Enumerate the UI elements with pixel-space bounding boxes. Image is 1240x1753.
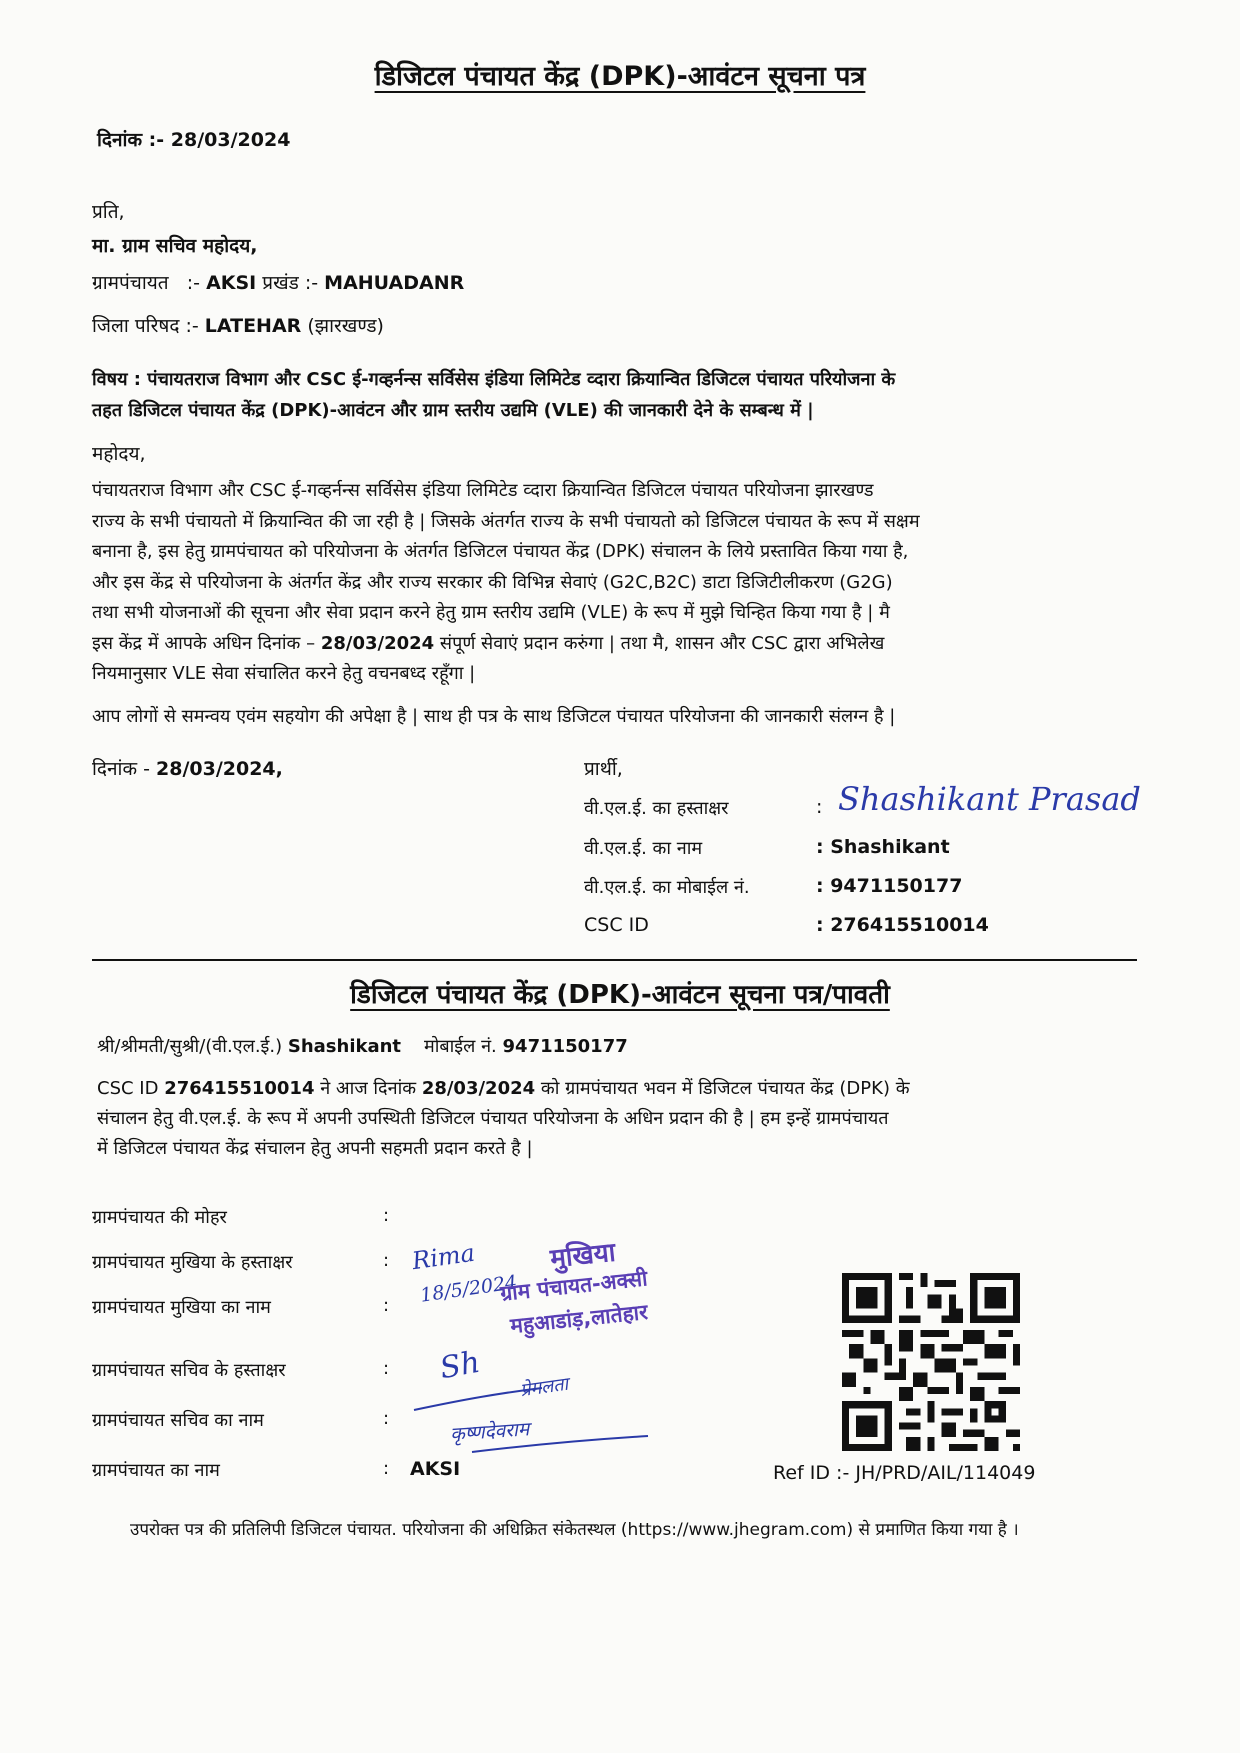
- qr-code-icon: [842, 1273, 1020, 1451]
- vle-mobile-value: : 9471150177: [816, 875, 963, 897]
- mukhiya-signature: Rima: [410, 1238, 477, 1276]
- field-label-seal: ग्रामपंचायत की मोहर: [92, 1207, 227, 1228]
- signature-strokes: [412, 1380, 652, 1460]
- body-line-2: राज्य के सभी पंचायतो में क्रियान्वित की जा रही है | जिसके अंतर्गत राज्य के सभी पंचायतो को डिजिटल पंचायत के रूप में सक्षम: [92, 510, 920, 532]
- district-value: LATEHAR: [204, 315, 302, 337]
- field-label-mukhiya-name: ग्रामपंचायत मुखिया का नाम: [92, 1297, 271, 1318]
- section-divider: [92, 959, 1137, 961]
- applicant-label: प्रार्थी,: [584, 758, 623, 780]
- receipt-csc: 276415510014: [164, 1078, 315, 1099]
- date-value: 28/03/2024: [170, 129, 291, 151]
- district-state: (झारखण्ड): [307, 315, 384, 337]
- subject-line-2: तहत डिजिटल पंचायत केंद्र (DPK)-आवंटन और ग्राम स्तरीय उद्यमि (VLE) की जानकारी देने के सम्बन्ध में |: [92, 400, 814, 421]
- subject: [92, 364, 1162, 426]
- body-line-5: तथा सभी योजनाओं की सूचना और सेवा प्रदान करने हेतु ग्राम स्तरीय उद्यमि (VLE) के रूप में मुझे चिन्हित किया गया है | मै: [92, 602, 890, 623]
- receipt-mobile-label: मोबाईल नं.: [423, 1036, 497, 1057]
- vle-sign-colon: :: [816, 796, 823, 818]
- receipt-line-1: [97, 1034, 628, 1058]
- district-line: [92, 312, 384, 338]
- vle-name-label: वी.एल.ई. का नाम: [584, 838, 703, 859]
- field-colon-sachiv-name: :: [383, 1408, 390, 1429]
- sign-date: [92, 755, 283, 781]
- district-label: जिला परिषद :-: [92, 315, 199, 337]
- field-colon-seal: :: [383, 1205, 390, 1226]
- body-line-3: बनाना है, इस हेतु ग्रामपंचायत को परियोजना के अंतर्गत डिजिटल पंचायत केंद्र (DPK) संचालन के लिये प्रस्तावित किया गया है,: [92, 541, 909, 562]
- block-value: MAHUADANR: [324, 272, 465, 294]
- footer-note: उपरोक्त पत्र की प्रतिलिपी डिजिटल पंचायत. परियोजना की अधिक्रित संकेतस्थल (https://www.jhegram.com) से प्रमाणित किया गया है ।: [130, 1520, 1019, 1540]
- body-line-6-post: संपूर्ण सेवाएं प्रदान करुंगा | तथा मै, शासन और CSC द्वारा अभिलेख: [439, 632, 885, 654]
- field-colon-mukhiya-sign: :: [383, 1250, 390, 1271]
- body-line-4: और इस केंद्र से परियोजना के अंतर्गत केंद्र और राज्य सरकार की विभिन्न सेवाएं (G2C,B2C) डाटा डिजिटीलीकरण (G2G): [92, 571, 893, 593]
- receipt-line-3: संचालन हेतु वी.एल.ई. के रूप में अपनी उपस्थिती डिजिटल पंचायत परियोजना के अधिन प्रदान की है | हम इन्हें ग्रामपंचायत: [97, 1108, 889, 1129]
- sachiv-signature-initials: Sh: [437, 1344, 483, 1387]
- body-line-6: [92, 629, 1152, 660]
- field-colon-sachiv-sign: :: [383, 1358, 390, 1379]
- receipt-vle-name: Shashikant: [287, 1036, 402, 1057]
- sachiv-signature-name: प्रेमलता: [518, 1373, 570, 1402]
- date-label: दिनांक :-: [97, 129, 165, 151]
- mukhiya-sign-date: 18/5/2024: [418, 1271, 519, 1307]
- ref-id: Ref ID :- JH/PRD/AIL/114049: [773, 1462, 1036, 1484]
- field-label-gp-name: ग्रामपंचायत का नाम: [92, 1460, 220, 1481]
- gp-label: ग्रामपंचायत :-: [92, 272, 201, 294]
- body-line-6-pre: इस केंद्र में आपके अधिन दिनांक –: [92, 632, 316, 654]
- field-label-sachiv-name: ग्रामपंचायत सचिव का नाम: [92, 1410, 264, 1431]
- vle-sign-label: वी.एल.ई. का हस्ताक्षर: [584, 798, 729, 819]
- receipt-paragraph: [97, 1074, 910, 1164]
- body-line-1: पंचायतराज विभाग और CSC ई-गव्हर्नन्स सर्विसेस इंडिया लिमिटेड व्दारा क्रियान्वित डिजिटल पंचायत परियोजना झारखण्ड: [92, 480, 874, 501]
- field-colon-gp-name: :: [383, 1458, 390, 1479]
- sign-date-label: दिनांक -: [92, 758, 150, 780]
- receipt-line-2-post: को ग्रामपंचायत भवन में डिजिटल पंचायत केंद्र (DPK) के: [535, 1078, 910, 1099]
- gp-block-line: [92, 269, 464, 295]
- receipt-csc-label: CSC ID: [97, 1078, 159, 1099]
- gp-name-value: AKSI: [410, 1458, 461, 1480]
- stamp-line-3: महुआडांड़,लातेहार: [509, 1299, 649, 1339]
- receipt-mobile: 9471150177: [502, 1036, 628, 1057]
- csc-label: CSC ID: [584, 914, 649, 936]
- receipt-date: 28/03/2024: [421, 1078, 536, 1099]
- sign-date-value: 28/03/2024,: [156, 758, 283, 780]
- vle-signature: Shashikant Prasad: [838, 780, 1141, 818]
- addressee: मा. ग्राम सचिव महोदय,: [92, 235, 258, 257]
- letter-date: [97, 126, 290, 152]
- field-label-mukhiya-sign: ग्रामपंचायत मुखिया के हस्ताक्षर: [92, 1252, 293, 1273]
- field-label-sachiv-sign: ग्रामपंचायत सचिव के हस्ताक्षर: [92, 1360, 286, 1381]
- body-paragraph: [92, 476, 1152, 690]
- cooperation-line: आप लोगों से समन्वय एवंम सहयोग की अपेक्षा है | साथ ही पत्र के साथ डिजिटल पंचायत परियोजना की जानकारी संलग्न है |: [92, 706, 896, 727]
- body-line-6-date: 28/03/2024: [320, 632, 435, 654]
- body-line-7: नियमानुसार VLE सेवा संचालित करने हेतु वचनबध्द रहूँगा |: [92, 663, 476, 684]
- receipt-line-4: में डिजिटल पंचायत केंद्र संचालन हेतु अपनी सहमती प्रदान करते है |: [97, 1138, 533, 1159]
- vle-mobile-label: वी.एल.ई. का मोबाईल नं.: [584, 877, 750, 898]
- receipt-line-2: [97, 1074, 910, 1104]
- sachiv-name-handwritten: कृष्णदेवराम: [449, 1418, 530, 1446]
- receipt-line-2-mid: ने आज दिनांक: [314, 1078, 422, 1099]
- block-label: प्रखंड :-: [262, 272, 319, 294]
- csc-value: : 276415510014: [816, 914, 989, 936]
- stamp-line-1: मुखिया: [548, 1237, 617, 1275]
- salutation: महोदय,: [92, 443, 146, 465]
- to-label: प्रति,: [92, 201, 125, 223]
- receipt-honorific: श्री/श्रीमती/सुश्री/(वी.एल.ई.): [97, 1036, 283, 1057]
- stamp-line-2: ग्राम पंचायत-अक्सी: [499, 1266, 649, 1306]
- subject-line-1: विषय : पंचायतराज विभाग और CSC ई-गव्हर्नन्स सर्विसेस इंडिया लिमिटेड व्दारा क्रियान्वित डिजिटल पंचायत परियोजना के: [92, 369, 896, 390]
- document-title: डिजिटल पंचायत केंद्र (DPK)-आवंटन सूचना पत्र: [374, 61, 866, 92]
- vle-name-value: : Shashikant: [816, 836, 950, 858]
- field-colon-mukhiya-name: :: [383, 1295, 390, 1316]
- gp-value: AKSI: [206, 272, 257, 294]
- receipt-title: डिजिटल पंचायत केंद्र (DPK)-आवंटन सूचना पत्र/पावती: [350, 980, 890, 1010]
